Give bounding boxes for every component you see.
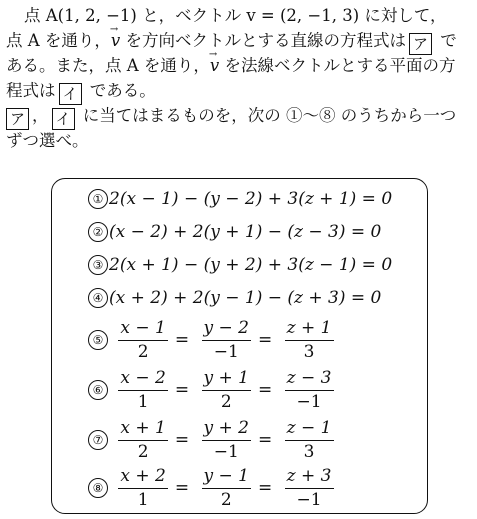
option-number: ⑧	[88, 478, 108, 498]
equals-sign: =	[174, 329, 190, 350]
problem-line-6	[6, 128, 472, 153]
fraction	[202, 368, 251, 412]
option-2	[88, 222, 381, 242]
option-1	[88, 189, 392, 209]
denominator: 3	[303, 342, 315, 362]
denominator: 1	[137, 490, 149, 510]
equals-sign: =	[174, 379, 190, 400]
numerator: z − 3	[285, 368, 334, 391]
denominator: 2	[220, 490, 232, 510]
vector-v: → v	[111, 28, 120, 53]
problem-line-2	[6, 28, 472, 53]
denominator: 2	[137, 342, 149, 362]
numerator: y + 2	[202, 418, 251, 441]
problem-text: ，	[32, 106, 49, 125]
option-number: ⑤	[88, 330, 108, 350]
problem-text: に当てはまるものを，次の ①〜⑧ のうちから一つ	[77, 106, 457, 125]
numerator: x + 1	[118, 418, 167, 441]
numerator: z − 1	[285, 418, 334, 441]
equals-sign: =	[258, 329, 273, 350]
fraction	[118, 418, 167, 462]
options-card	[51, 178, 428, 514]
numerator: y − 1	[202, 466, 251, 489]
option-number: ①	[88, 189, 108, 209]
denominator: 1	[137, 392, 149, 412]
denominator: 2	[220, 392, 232, 412]
denominator: −1	[213, 442, 239, 462]
problem-text: 点 A を通り，	[6, 31, 111, 50]
fraction	[202, 318, 251, 362]
option-equation: (x − 2) + 2(y + 1) − (z − 3) = 0	[109, 222, 382, 242]
fraction	[285, 418, 334, 462]
problem-text: ある。また，点 A を通り，	[6, 56, 210, 75]
problem-text: 程式は	[6, 81, 56, 100]
option-5	[88, 318, 338, 362]
denominator: −1	[296, 490, 322, 510]
denominator: 2	[137, 442, 149, 462]
option-equation: (x + 2) + 2(y − 1) − (z + 3) = 0	[109, 288, 382, 308]
problem-text: である。	[84, 81, 156, 100]
option-8	[88, 466, 338, 510]
fraction	[285, 318, 334, 362]
answer-box-i-ref: イ	[52, 108, 75, 130]
option-6	[88, 368, 338, 412]
option-3	[88, 255, 392, 275]
problem-text: ずつ選べ。	[6, 131, 89, 150]
numerator: x − 2	[118, 368, 167, 391]
problem-text: を方向ベクトルとする直線の方程式は	[120, 31, 406, 50]
answer-box-a-ref: ア	[6, 108, 29, 130]
option-number: ③	[88, 255, 108, 275]
option-4	[88, 288, 381, 308]
numerator: x − 1	[118, 318, 167, 341]
option-number: ②	[88, 222, 108, 242]
answer-box-a: ア	[409, 33, 432, 55]
numerator: x + 2	[118, 466, 167, 489]
fraction	[285, 466, 334, 510]
equals-sign: =	[258, 429, 273, 450]
problem-line-1	[6, 3, 472, 28]
problem-line-5	[6, 103, 472, 128]
fraction	[202, 466, 251, 510]
numerator: z + 3	[285, 466, 334, 489]
option-7	[88, 418, 338, 462]
answer-box-i: イ	[59, 83, 82, 105]
fraction	[118, 318, 167, 362]
equals-sign: =	[174, 477, 190, 498]
problem-line-3	[6, 53, 472, 78]
fraction	[285, 368, 334, 412]
option-number: ⑦	[88, 430, 108, 450]
option-number: ⑥	[88, 380, 108, 400]
equals-sign: =	[258, 477, 273, 498]
option-equation: 2(x + 1) − (y + 2) + 3(z − 1) = 0	[109, 255, 393, 275]
fraction	[202, 418, 251, 462]
vector-v: → v	[210, 53, 219, 78]
problem-text: を法線ベクトルとする平面の方	[219, 56, 456, 75]
problem-text: 点 A(1, 2, −1) と，ベクトル v = (2, −1, 3) に対して，	[24, 6, 447, 25]
option-equation: 2(x − 1) − (y − 2) + 3(z + 1) = 0	[109, 189, 393, 209]
denominator: −1	[213, 342, 239, 362]
numerator: y − 2	[202, 318, 251, 341]
numerator: y + 1	[202, 368, 251, 391]
equals-sign: =	[258, 379, 273, 400]
denominator: −1	[296, 392, 322, 412]
fraction	[118, 368, 167, 412]
denominator: 3	[303, 442, 315, 462]
problem-statement	[6, 3, 472, 153]
problem-line-4	[6, 78, 472, 103]
option-number: ④	[88, 288, 108, 308]
problem-text: で	[434, 31, 457, 50]
fraction	[118, 466, 167, 510]
numerator: z + 1	[285, 318, 334, 341]
equals-sign: =	[174, 429, 190, 450]
